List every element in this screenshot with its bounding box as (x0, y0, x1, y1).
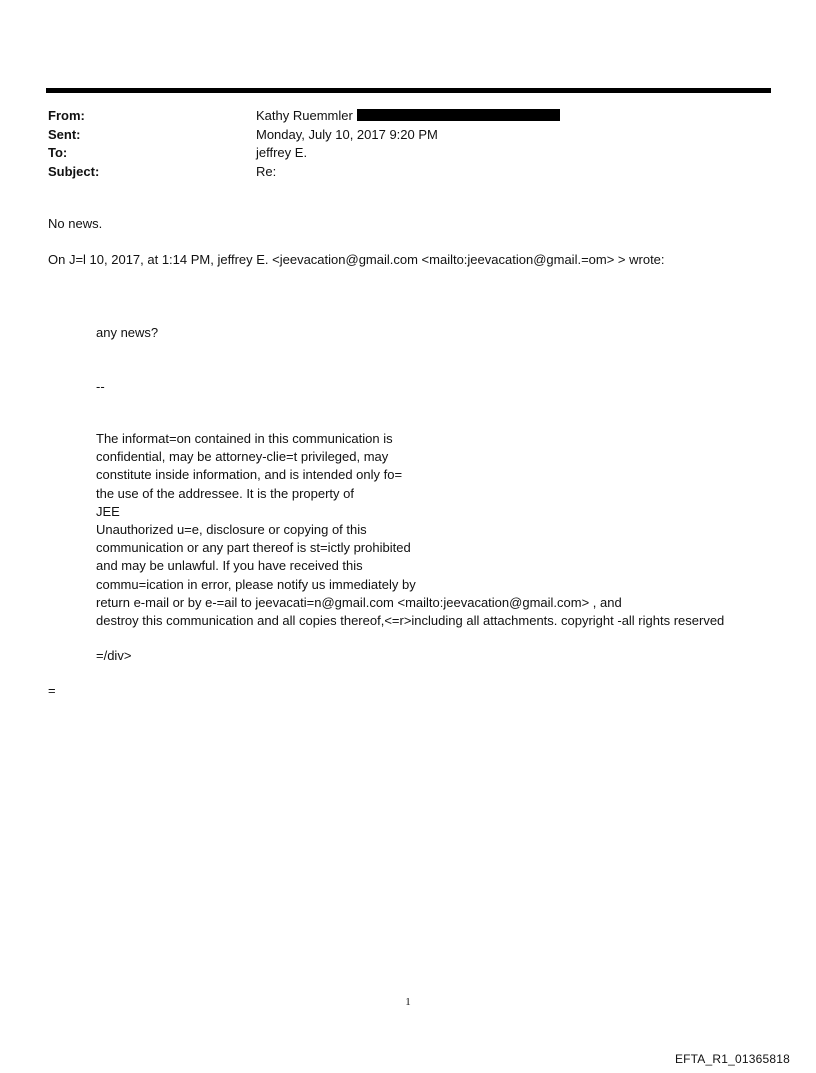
document-id: EFTA_R1_01365818 (674, 1052, 790, 1066)
disclaimer-line: JEE (96, 503, 120, 519)
disclaimer-line: commu=ication in error, please notify us immediately by (96, 576, 416, 592)
disclaimer-block (96, 430, 724, 630)
reply-text: No news. (48, 216, 103, 231)
quote-intro: On J=l 10, 2017, at 1:14 PM, jeffrey E. <jeevacation@gmail.com <mailto:jeevacation@gmail.=om> > wrote: (48, 252, 665, 267)
to-label: To: (48, 145, 68, 160)
quoted-question: any news? (96, 325, 159, 340)
trailing-equals: = (48, 683, 56, 698)
subject-value: Re: (256, 163, 277, 179)
redaction-bar (357, 109, 560, 121)
to-value: jeffrey E. (256, 145, 308, 160)
page-number: 1 (405, 996, 411, 1008)
email-header (48, 107, 560, 181)
disclaimer-line: Unauthorized u=e, disclosure or copying of this (96, 522, 367, 538)
subject-row (48, 163, 560, 182)
sent-label: Sent: (48, 126, 81, 142)
from-label: From: (48, 108, 85, 123)
disclaimer-line: The informat=on contained in this communication is (96, 431, 393, 446)
subject-label: Subject: (48, 163, 100, 179)
disclaimer-line: confidential, may be attorney-clie=t privileged, may (96, 449, 389, 465)
disclaimer-line: the use of the addressee. It is the property of (96, 485, 354, 501)
sent-row (48, 126, 560, 145)
disclaimer-line: and may be unlawful. If you have received this (96, 558, 363, 574)
disclaimer-line: destroy this communication and all copies thereof,<=r>including all attachments. copyright -all rights reserved (96, 613, 725, 629)
signature-separator: -- (96, 379, 105, 394)
disclaimer-line: constitute inside information, and is intended only fo= (96, 467, 403, 483)
to-row (48, 144, 560, 163)
from-value (256, 107, 560, 126)
sent-value: Monday, July 10, 2017 9:20 PM (256, 126, 438, 142)
sender-name: Kathy Ruemmler (256, 108, 353, 123)
disclaimer-line: return e-mail or by e-=ail to jeevacati=n@gmail.com <mailto:jeevacation@gmail.com> , and (96, 594, 622, 610)
disclaimer-line: communication or any part thereof is st=ictly prohibited (96, 540, 411, 556)
header-rule (46, 88, 771, 93)
from-row (48, 107, 560, 126)
div-tag-text: =/div> (96, 648, 132, 663)
